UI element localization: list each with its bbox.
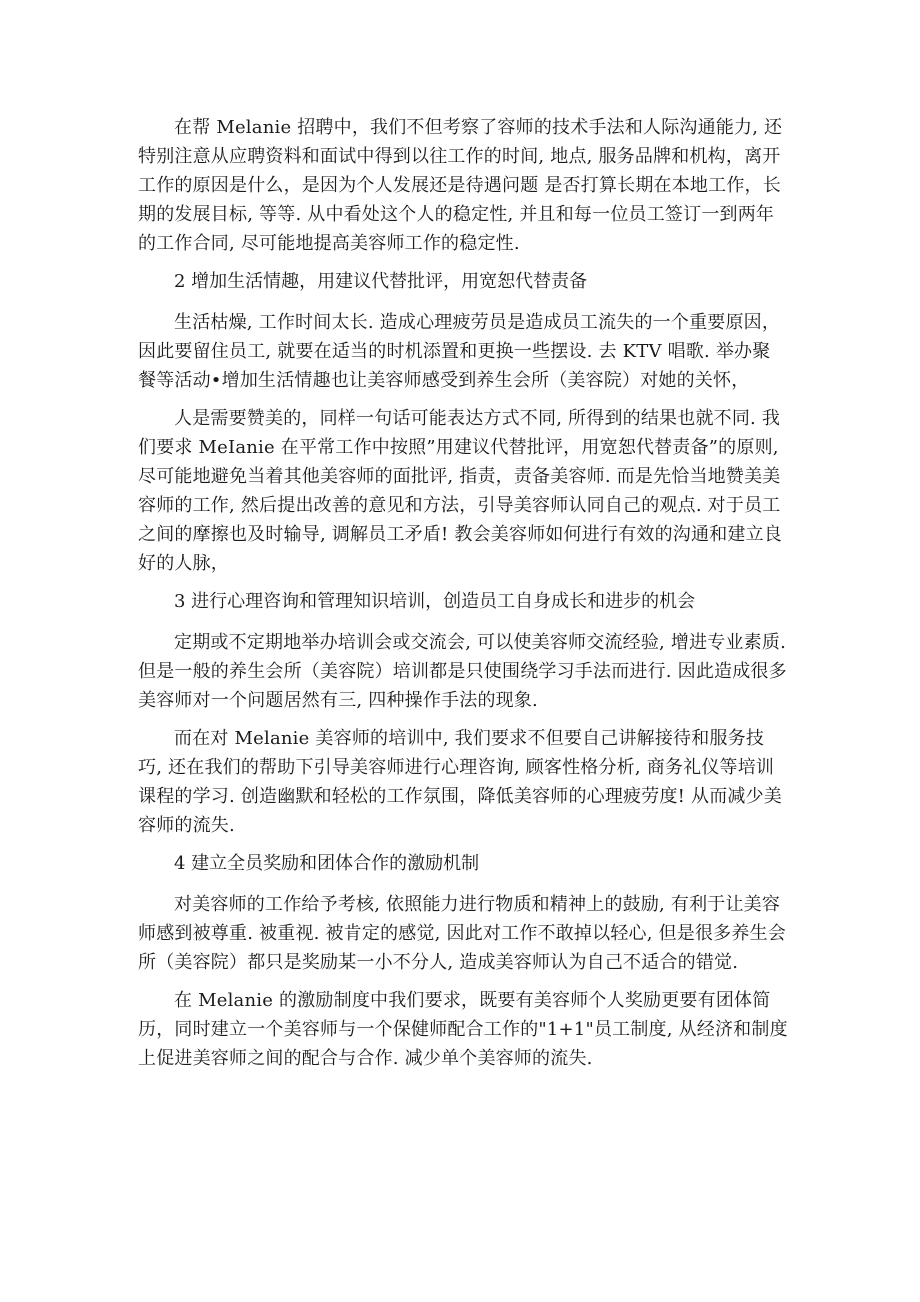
paragraph-incentive: 在 Melanie 的激励制度中我们要求，既要有美容师个人奖励更要有团体简历，同时建立一个美容师与一个保健师配合工作的"1+1"员工制度, 从经济和制度上促进美容师之间的配合与合作. 减少单个美容师的流失. xyxy=(138,990,788,1069)
paragraph-training: 定期或不定期地举办培训会或交流会, 可以使美容师交流经验, 增进专业素质. 但是一般的养生会所（美容院）培训都是只使围绕学习手法而进行. 因此造成很多美容师对一个问题居然有三, 四种操作手法的现象. xyxy=(138,632,787,711)
paragraph-life-interest: 生活枯燥, 工作时间太长. 造成心理疲劳员是造成员工流失的一个重要原因，因此要留住员工, 就要在适当的时机添置和更换一些摆设. 去 KTV 唱歌. 举办聚餐等活动•增加生活情趣也让美容师感受到养生会所（美容院）对她的关怀， xyxy=(138,312,781,391)
paragraph-melanie-training: 而在对 Melanie 美容师的培训中, 我们要求不但要自己讲解接待和服务技巧, 还在我们的帮助下引导美容师进行心理咨询, 顾客性格分析, 商务礼仪等培训课程的学习. 创造幽默和轻松的工作氛围，降低美容师的心理疲劳度! 从而减少美容师的流失. xyxy=(138,728,782,836)
document-page xyxy=(138,113,788,1073)
section-heading-3: 3 进行心理咨询和管理知识培训，创造员工自身成长和进步的机会 xyxy=(174,591,696,612)
section-heading-2: 2 增加生活情趣，用建议代替批评，用宽恕代替责备 xyxy=(174,271,588,292)
paragraph-recruitment: 在帮 Melanie 招聘中，我们不但考察了容师的技术手法和人际沟通能力, 还特别注意从应聘资料和面试中得到以往工作的时间, 地点, 服务品牌和机构，离开工作的原因是什么，是因为个人发展还是待遇问题 是否打算长期在本地工作，长期的发展目标, 等等. 从中看处这个人的稳定性, 并且和每一位员工签订一到两年的工作合同, 尽可能地提高美容师工作的稳定性. xyxy=(138,117,783,254)
paragraph-assessment: 对美容师的工作给予考核, 依照能力进行物质和精神上的鼓励, 有利于让美容师感到被尊重. 被重视. 被肯定的感觉, 因此对工作不敢掉以轻心, 但是很多养生会所（美容院）都只是奖励某一小不分人, 造成美容师认为自己不适合的错觉. xyxy=(138,894,786,973)
section-heading-4: 4 建立全员奖励和团体合作的激励机制 xyxy=(174,853,480,874)
paragraph-praise: 人是需要赞美的，同样一句话可能表达方式不同, 所得到的结果也就不同. 我们要求 MeIanie 在平常工作中按照”用建议代替批评，用宽恕代替责备”的原则, 尽可能地避免当着其他美容师的面批评, 指责，责备美容师. 而是先恰当地赞美美容师的工作, 然后提出改善的意见和方法，引导美容师认同自己的观点. 对于员工之间的摩擦也及时输导, 调解员工矛盾! 教会美容师如何进行有效的沟通和建立良好的人脉， xyxy=(138,408,782,574)
